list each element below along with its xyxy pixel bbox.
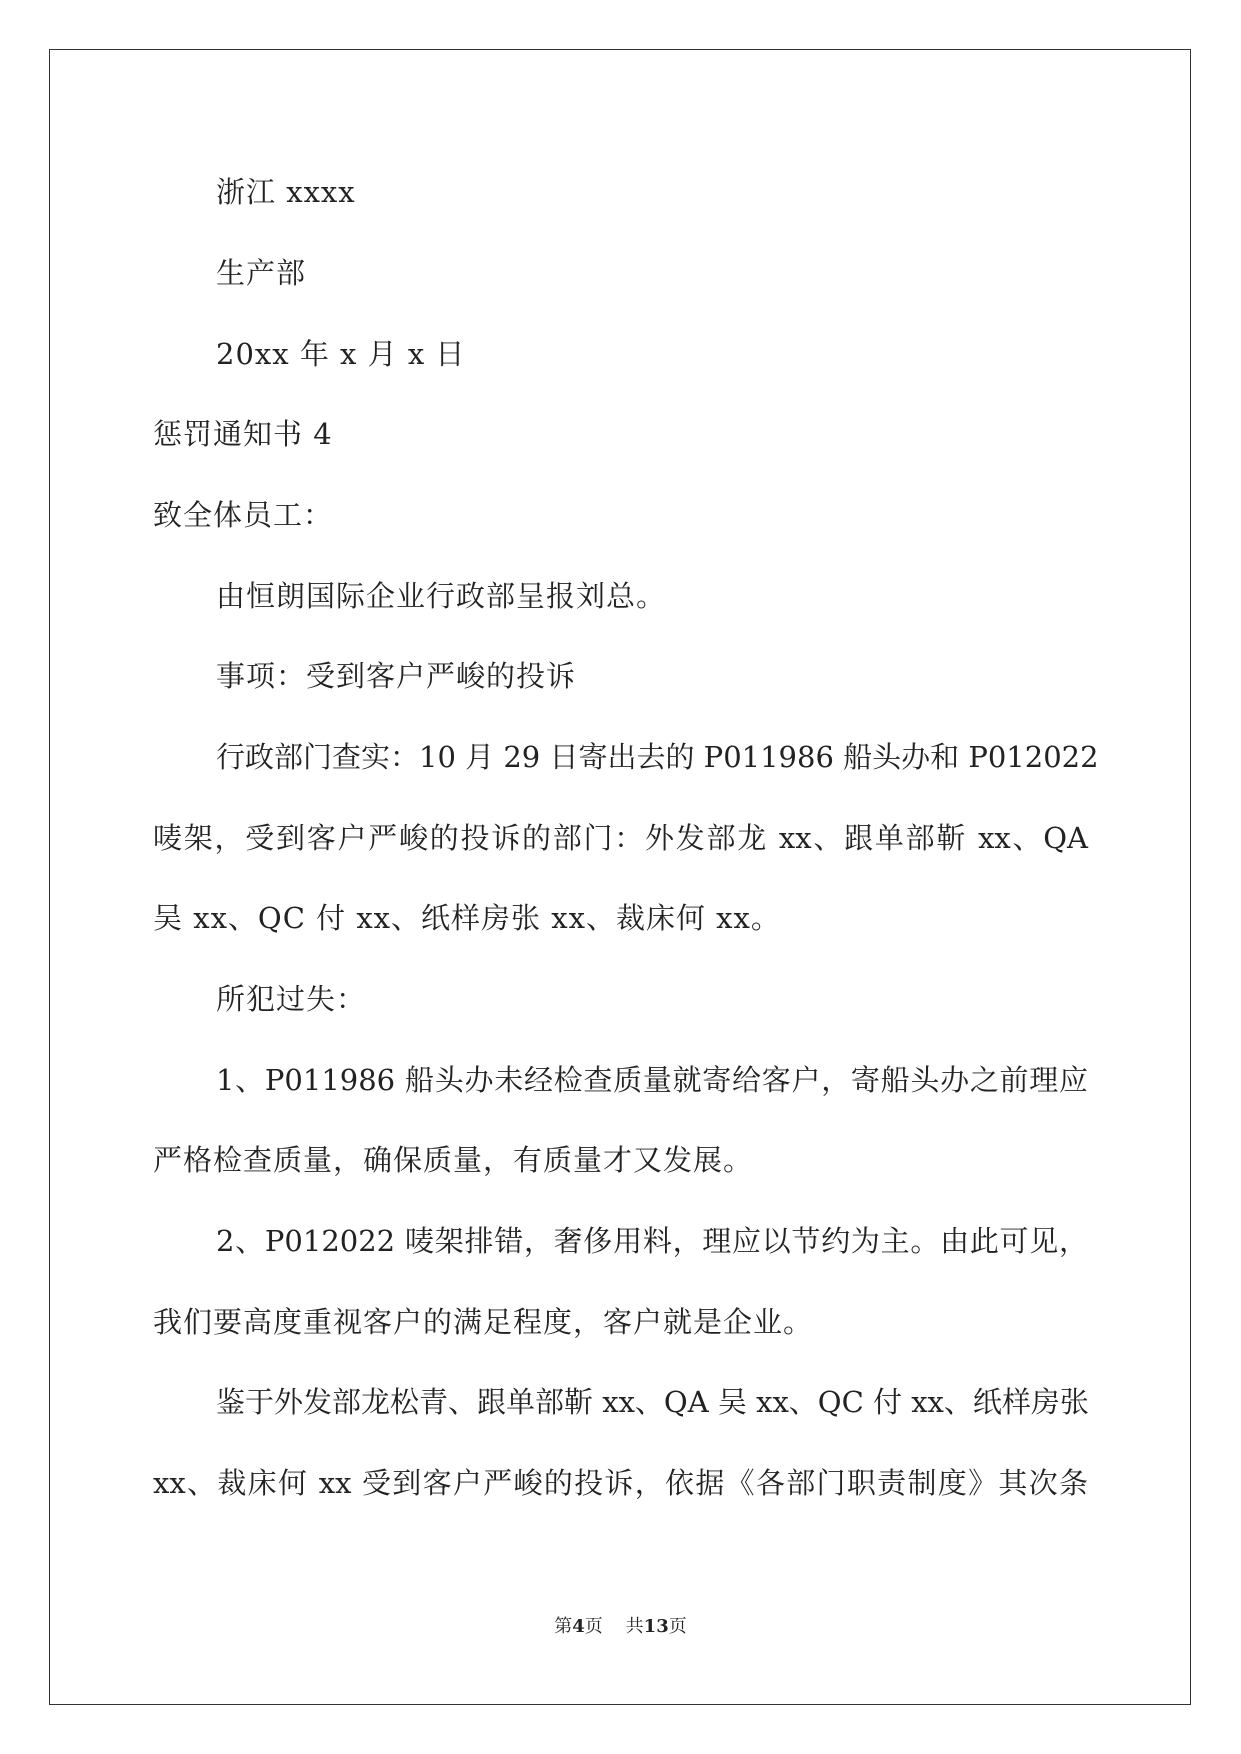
- list-item-continuation: 我们要高度重视客户的满足程度，客户就是企业。: [153, 1305, 814, 1339]
- paragraph-line: xx、裁床何 xx 受到客户严峻的投诉，依据《各部门职责制度》其次条: [153, 1466, 1088, 1500]
- sender-department: 生产部: [216, 256, 307, 290]
- paragraph-line: 吴 xx、QC 付 xx、纸样房张 xx、裁床何 xx。: [153, 901, 781, 935]
- total-page-number: 13: [643, 1616, 669, 1637]
- date-line: 20xx 年 x 月 x 日: [216, 337, 466, 371]
- paragraph-line: 鉴于外发部龙松青、跟单部靳 xx、QA 吴 xx、QC 付 xx、纸样房张: [216, 1385, 1089, 1419]
- current-page-number: 4: [572, 1616, 585, 1637]
- section-heading: 所犯过失：: [216, 982, 367, 1016]
- footer-prefix: 第: [554, 1616, 573, 1637]
- list-item: 2、P012022 唛架排错，奢侈用料，理应以节约为主。由此可见，: [216, 1224, 1088, 1258]
- page-border: [49, 49, 1191, 1705]
- notice-title: 惩罚通知书 4: [153, 417, 333, 451]
- list-item-continuation: 严格检查质量，确保质量，有质量才又发展。: [153, 1143, 754, 1177]
- subject-line: 事项：受到客户严峻的投诉: [216, 659, 577, 693]
- paragraph-line: 行政部门查实：10 月 29 日寄出去的 P011986 船头办和 P012022: [216, 740, 1099, 774]
- sender-company: 浙江 xxxx: [216, 175, 356, 209]
- footer-suffix: 页: [668, 1616, 687, 1637]
- paragraph-line: 由恒朗国际企业行政部呈报刘总。: [216, 579, 667, 613]
- paragraph-line: 唛架，受到客户严峻的投诉的部门：外发部龙 xx、跟单部靳 xx、QA: [153, 821, 1088, 855]
- salutation: 致全体员工：: [153, 498, 334, 532]
- page-footer: [0, 1615, 1241, 1639]
- list-item: 1、P011986 船头办未经检查质量就寄给客户，寄船头办之前理应: [216, 1063, 1088, 1097]
- footer-middle: 页 共: [584, 1616, 644, 1637]
